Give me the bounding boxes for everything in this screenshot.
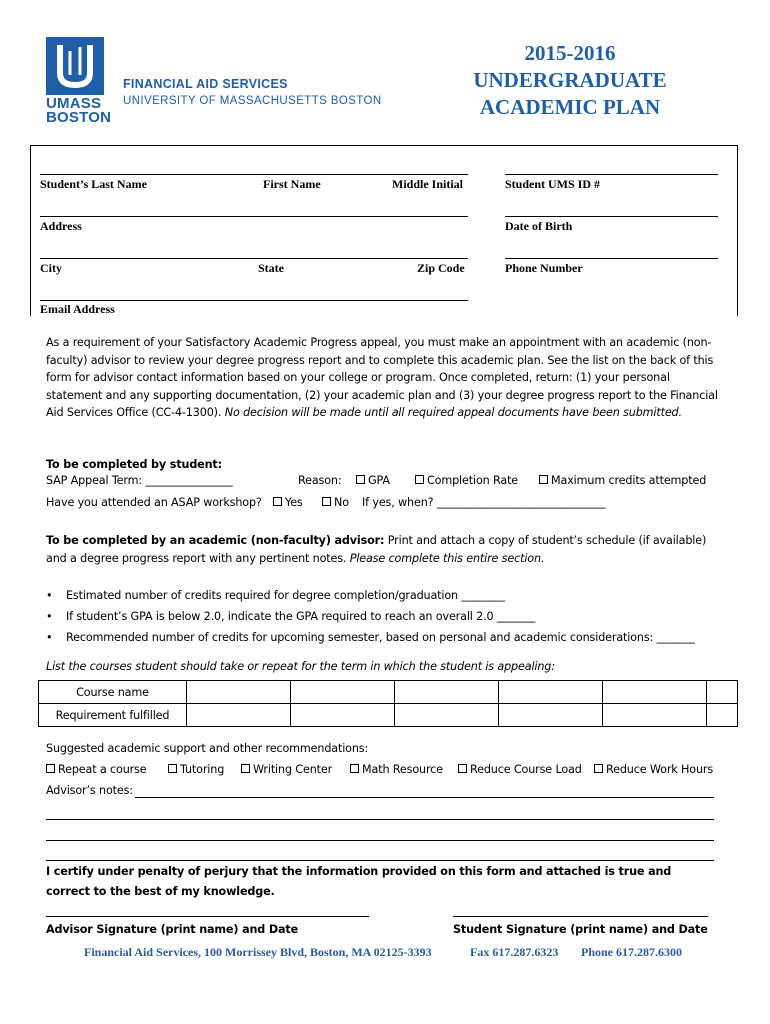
- asap-yes-option[interactable]: [273, 496, 303, 509]
- courses-caption: List the courses student should take or repeat for the term in which the student is appealing:: [46, 660, 555, 673]
- support-repeat-label: Repeat a course: [58, 763, 147, 776]
- reason-label: Reason:: [298, 474, 342, 487]
- list-item[interactable]: • Estimated number of credits required for degree completion/graduation ________: [46, 589, 505, 602]
- title-year: 2015-2016: [524, 41, 616, 65]
- advisor-notes-line[interactable]: [46, 840, 714, 841]
- checkbox-icon[interactable]: [594, 764, 603, 773]
- support-writing-label: Writing Center: [253, 763, 333, 776]
- reason-gpa-option[interactable]: [356, 474, 390, 487]
- title-line1: UNDERGRADUATE: [473, 68, 667, 92]
- table-row: [39, 704, 738, 727]
- support-heading: Suggested academic support and other recommendations:: [46, 742, 369, 755]
- table-cell[interactable]: [499, 681, 603, 704]
- asap-yes-label: Yes: [285, 496, 303, 509]
- label-middle-initial: Middle Initial: [392, 177, 464, 191]
- title-line2: ACADEMIC PLAN: [479, 95, 661, 119]
- student-section-heading: To be completed by student:: [46, 458, 222, 471]
- list-item[interactable]: • If student’s GPA is below 2.0, indicate the GPA required to reach an overall 2.0 _______: [46, 610, 536, 623]
- bullet-recommended-text: Recommended number of credits for upcoming semester, based on personal and academic considerations: _______: [66, 631, 695, 644]
- dob-line[interactable]: [505, 216, 718, 217]
- checkbox-icon[interactable]: [350, 764, 359, 773]
- umass-u-icon: [46, 37, 104, 95]
- label-address: Address: [40, 219, 82, 233]
- intro-italic: No decision will be made until all required appeal documents have been submitted.: [224, 406, 682, 420]
- table-cell[interactable]: [707, 704, 738, 727]
- table-cell[interactable]: [603, 681, 707, 704]
- table-cell[interactable]: [603, 704, 707, 727]
- checkbox-icon[interactable]: [356, 475, 365, 484]
- footer-address: Financial Aid Services, 100 Morrissey Blvd, Boston, MA 02125-3393: [84, 945, 432, 959]
- table-cell[interactable]: [395, 704, 499, 727]
- checkbox-icon[interactable]: [539, 475, 548, 484]
- label-email: Email Address: [40, 302, 115, 316]
- support-math-label: Math Resource: [362, 763, 443, 776]
- org-subtitle: UNIVERSITY OF MASSACHUSETTS BOSTON: [123, 95, 382, 107]
- table-cell[interactable]: [291, 681, 395, 704]
- certify-statement: I certify under penalty of perjury that the information provided on this form and attached is true and correct to the best of my knowledge.: [46, 865, 672, 898]
- reason-completion-label: Completion Rate: [427, 474, 519, 487]
- footer-fax: Fax 617.287.6323: [470, 945, 559, 959]
- name-line[interactable]: [40, 174, 468, 175]
- advisor-notes-line[interactable]: [46, 819, 714, 820]
- label-phone: Phone Number: [505, 261, 583, 275]
- support-writing-option[interactable]: [241, 763, 332, 776]
- label-ums-id: Student UMS ID #: [505, 177, 601, 191]
- intro-text: As a requirement of your Satisfactory Academic Progress appeal, you must make an appointment with an academic (non-faculty) advisor to review your degree progress report and to complete this academic plan. See the list on the back of this form for advisor contact information based on your college or program. Once completed, return: (1) your personal statement and any supporting documentation, (2) your academic plan and (3) your degree progress report to the Financial Aid Services Office (CC-4-1300).: [46, 336, 718, 420]
- intro-paragraph: [46, 334, 726, 422]
- support-tutoring-option[interactable]: [168, 763, 224, 776]
- advisor-notes-line[interactable]: [46, 860, 714, 861]
- row-label-course: Course name: [39, 681, 187, 704]
- reason-max-option[interactable]: [539, 474, 706, 487]
- logo-text-umass: UMASS: [46, 95, 102, 112]
- appeal-term-field[interactable]: SAP Appeal Term: ________________: [46, 474, 233, 487]
- support-reduce-work-option[interactable]: [594, 763, 713, 776]
- row-label-requirement: Requirement fulfilled: [39, 704, 187, 727]
- support-math-option[interactable]: [350, 763, 443, 776]
- phone-line[interactable]: [505, 258, 718, 259]
- checkbox-icon[interactable]: [322, 497, 331, 506]
- umass-logo-mark: [46, 37, 104, 95]
- advisor-signature-line[interactable]: [46, 916, 369, 917]
- label-zip: Zip Code: [417, 261, 465, 275]
- address-line[interactable]: [40, 216, 468, 217]
- label-first-name: First Name: [263, 177, 321, 191]
- student-info-frame: [30, 145, 738, 316]
- ums-id-line[interactable]: [505, 174, 718, 175]
- courses-table: [38, 680, 738, 727]
- table-cell[interactable]: [499, 704, 603, 727]
- table-cell[interactable]: [187, 681, 291, 704]
- checkbox-icon[interactable]: [273, 497, 282, 506]
- support-reduce-load-option[interactable]: [458, 763, 582, 776]
- reason-gpa-label: GPA: [368, 474, 390, 487]
- label-city: City: [40, 261, 62, 275]
- asap-question: Have you attended an ASAP workshop?: [46, 496, 262, 509]
- table-cell[interactable]: [187, 704, 291, 727]
- list-item[interactable]: • Recommended number of credits for upcoming semester, based on personal and academic considerations: _______: [46, 631, 695, 644]
- label-dob: Date of Birth: [505, 219, 573, 233]
- advisor-notes-label: Advisor’s notes:: [46, 784, 133, 797]
- advisor-section-heading: [46, 532, 726, 567]
- city-line[interactable]: [40, 258, 468, 259]
- reason-max-label: Maximum credits attempted: [551, 474, 707, 487]
- asap-no-label: No: [334, 496, 349, 509]
- reason-completion-option[interactable]: [415, 474, 518, 487]
- footer-phone: Phone 617.287.6300: [581, 945, 683, 959]
- advisor-heading-italic: Please complete this entire section.: [349, 551, 545, 565]
- student-signature-label: Student Signature (print name) and Date: [453, 923, 708, 936]
- label-state: State: [258, 261, 284, 275]
- table-cell[interactable]: [707, 681, 738, 704]
- table-row: [39, 681, 738, 704]
- support-repeat-option[interactable]: [46, 763, 147, 776]
- checkbox-icon[interactable]: [458, 764, 467, 773]
- label-last-name: Student’s Last Name: [40, 177, 147, 191]
- logo-text-boston: BOSTON: [46, 109, 112, 126]
- table-cell[interactable]: [291, 704, 395, 727]
- advisor-heading-bold: To be completed by an academic (non-faculty) advisor:: [46, 534, 385, 547]
- checkbox-icon[interactable]: [241, 764, 250, 773]
- checkbox-icon[interactable]: [168, 764, 177, 773]
- asap-when-field[interactable]: If yes, when? _______________________________: [362, 496, 606, 509]
- table-cell[interactable]: [395, 681, 499, 704]
- asap-no-option[interactable]: [322, 496, 349, 509]
- email-line[interactable]: [40, 300, 468, 301]
- advisor-heading-rest: Print and attach a copy of student’s schedule (if available) and a degree progress report with any pertinent notes.: [46, 534, 707, 565]
- advisor-bullet-list: [44, 585, 744, 648]
- advisor-signature-label: Advisor Signature (print name) and Date: [46, 923, 299, 936]
- checkbox-icon[interactable]: [415, 475, 424, 484]
- support-tutoring-label: Tutoring: [180, 763, 225, 776]
- advisor-notes-line[interactable]: [135, 797, 714, 798]
- bullet-credits-text: Estimated number of credits required for degree completion/graduation ________: [66, 589, 505, 602]
- student-signature-line[interactable]: [453, 916, 708, 917]
- checkbox-icon[interactable]: [46, 764, 55, 773]
- org-name: FINANCIAL AID SERVICES: [123, 77, 288, 91]
- support-reduce-work-label: Reduce Work Hours: [606, 763, 714, 776]
- bullet-gpa-text: If student’s GPA is below 2.0, indicate the GPA required to reach an overall 2.0 _______: [66, 610, 536, 623]
- support-reduce-load-label: Reduce Course Load: [470, 763, 582, 776]
